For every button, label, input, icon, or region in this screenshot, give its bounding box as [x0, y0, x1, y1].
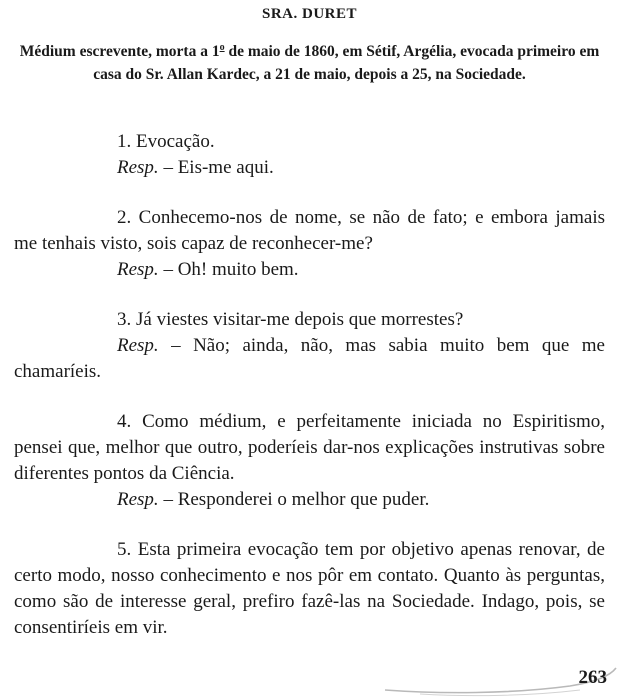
ordinal-superscript: o: [219, 41, 225, 53]
entry-1: [14, 129, 605, 181]
response-1: [14, 155, 605, 181]
page-subtitle: [14, 40, 605, 86]
resp-label: Resp.: [117, 489, 159, 510]
resp-label: Resp.: [117, 259, 159, 280]
page-title: SRA. DURET: [261, 6, 357, 22]
answer-text: – Oh! muito bem.: [158, 259, 299, 280]
question-3: 3. Já viestes visitar-me depois que morrestes?: [117, 309, 464, 330]
response-4: [14, 487, 605, 513]
entry-4: [14, 409, 605, 513]
question-1: 1. Evocação.: [117, 131, 215, 152]
entry-5: [14, 537, 605, 641]
response-2: [14, 257, 605, 283]
subtitle-text-end: de maio de 1860, em Sétif, Argélia, evocada primeiro em casa do Sr. Allan Kardec, a 21 de maio, depois a 25, na Sociedade.: [93, 43, 600, 83]
question-5: 5. Esta primeira evocação tem por objetivo apenas renovar, de certo modo, nosso conhecimento e nos pôr em contato. Quanto às perguntas, como são de interesse geral, prefiro fazê-las na Sociedade. Indago, pois, se consentiríeis em vir.: [14, 539, 605, 638]
page-number: 263: [578, 667, 607, 688]
entry-2: [14, 205, 605, 283]
question-2: 2. Conhecemo-nos de nome, se não de fato; e embora jamais me tenhais visto, sois capaz de reconhecer-me?: [14, 207, 605, 254]
entry-3: [14, 307, 605, 385]
response-3: [14, 333, 605, 385]
answer-text: – Eis-me aqui.: [158, 157, 274, 178]
resp-label: Resp.: [117, 157, 159, 178]
question-4: 4. Como médium, e perfeitamente iniciada no Espiritismo, pensei que, melhor que outro, poderíeis dar-nos explicações instrutivas sobre diferentes pontos da Ciência.: [14, 411, 605, 484]
document-body: [14, 129, 605, 641]
subtitle-text-start: Médium escrevente, morta a 1: [19, 43, 220, 60]
answer-text: – Responderei o melhor que puder.: [158, 489, 430, 510]
resp-label: Resp.: [117, 335, 159, 356]
answer-text: – Não; ainda, não, mas sabia muito bem que me chamaríeis.: [14, 335, 605, 382]
